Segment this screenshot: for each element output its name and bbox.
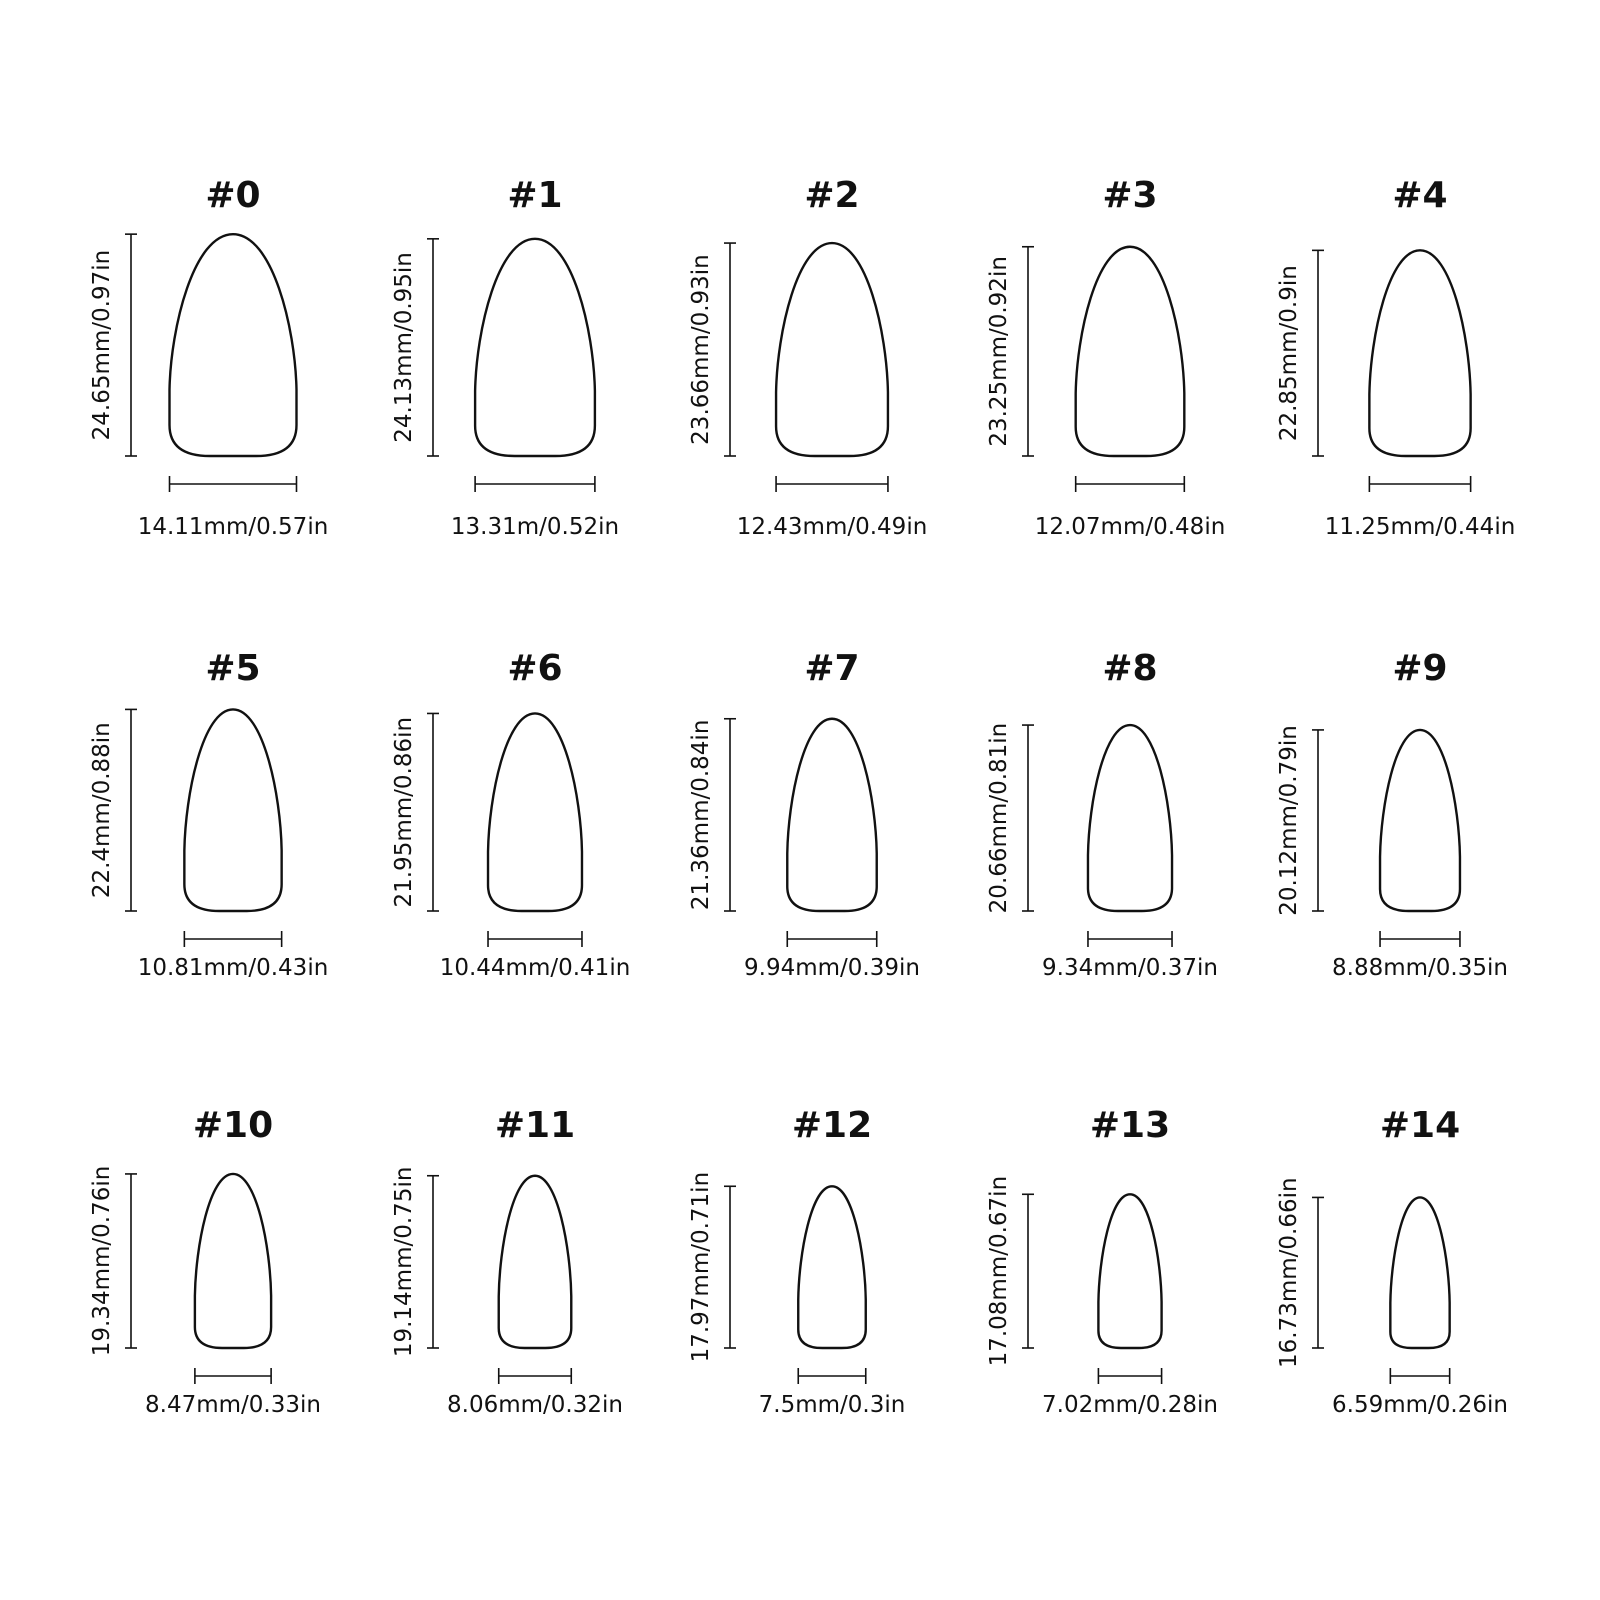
height-label: 23.66mm/0.93in xyxy=(688,254,714,445)
height-dimension-line xyxy=(724,243,736,456)
size-title: #8 xyxy=(1102,648,1158,689)
width-dimension-line xyxy=(488,931,582,947)
nail-size-11 xyxy=(391,1105,623,1418)
height-dimension-line xyxy=(1312,250,1324,456)
height-dimension-line xyxy=(125,709,137,911)
nail-outline xyxy=(1380,730,1460,911)
width-dimension-line xyxy=(787,931,876,947)
height-label: 20.12mm/0.79in xyxy=(1276,725,1302,916)
height-label: 24.65mm/0.97in xyxy=(89,249,115,441)
width-label: 10.44mm/0.41in xyxy=(439,955,631,981)
width-dimension-line xyxy=(798,1368,866,1384)
height-dimension-line xyxy=(427,713,439,911)
width-dimension-line xyxy=(499,1368,572,1384)
height-label: 21.95mm/0.86in xyxy=(391,716,417,908)
nail-outline xyxy=(1390,1197,1449,1348)
width-label: 7.5mm/0.3in xyxy=(758,1392,906,1418)
nail-outline xyxy=(1098,1194,1161,1348)
size-title: #14 xyxy=(1379,1105,1461,1146)
size-title: #11 xyxy=(494,1105,576,1146)
size-title: #2 xyxy=(804,175,860,216)
width-label: 13.31m/0.52in xyxy=(450,514,620,540)
width-label: 6.59mm/0.26in xyxy=(1332,1392,1508,1418)
nail-outline xyxy=(787,719,876,911)
height-label: 24.13mm/0.95in xyxy=(391,252,417,443)
width-dimension-line xyxy=(1088,931,1172,947)
nail-size-13 xyxy=(986,1105,1218,1418)
height-label: 21.36mm/0.84in xyxy=(688,719,714,911)
nail-size-3 xyxy=(986,175,1225,540)
size-title: #10 xyxy=(192,1105,274,1146)
size-title: #0 xyxy=(205,175,261,216)
size-title: #13 xyxy=(1089,1105,1171,1146)
width-dimension-line xyxy=(184,931,281,947)
width-dimension-line xyxy=(1076,476,1185,492)
width-label: 9.94mm/0.39in xyxy=(744,955,920,981)
nail-size-9 xyxy=(1276,648,1508,981)
height-dimension-line xyxy=(125,234,137,456)
width-label: 8.47mm/0.33in xyxy=(145,1392,321,1418)
nail-outline xyxy=(798,1186,866,1348)
nail-size-14 xyxy=(1276,1105,1508,1418)
height-label: 16.73mm/0.66in xyxy=(1276,1177,1302,1369)
height-label: 23.25mm/0.92in xyxy=(986,256,1012,447)
nail-outline xyxy=(776,243,888,456)
nail-outline xyxy=(499,1176,572,1348)
height-dimension-line xyxy=(1022,725,1034,911)
height-dimension-line xyxy=(724,1186,736,1348)
nail-outline xyxy=(488,713,582,911)
nail-size-7 xyxy=(688,648,920,981)
nail-outline xyxy=(170,234,297,456)
height-dimension-line xyxy=(1022,1194,1034,1348)
nail-size-8 xyxy=(986,648,1218,981)
width-dimension-line xyxy=(475,476,595,492)
size-title: #6 xyxy=(507,648,563,689)
nail-outline xyxy=(1369,250,1470,456)
nail-size-6 xyxy=(391,648,630,981)
size-title: #12 xyxy=(791,1105,873,1146)
width-dimension-line xyxy=(1369,476,1470,492)
height-label: 22.85mm/0.9in xyxy=(1276,265,1302,442)
nail-size-10 xyxy=(89,1105,321,1418)
nail-outline xyxy=(475,239,595,456)
width-label: 9.34mm/0.37in xyxy=(1042,955,1218,981)
nail-size-12 xyxy=(688,1105,905,1418)
width-dimension-line xyxy=(1098,1368,1161,1384)
height-dimension-line xyxy=(724,719,736,911)
size-title: #7 xyxy=(804,648,860,689)
width-label: 8.88mm/0.35in xyxy=(1332,955,1508,981)
nail-outline xyxy=(1088,725,1172,911)
size-title: #4 xyxy=(1392,175,1448,216)
width-dimension-line xyxy=(1390,1368,1449,1384)
nail-size-0 xyxy=(89,175,328,540)
height-label: 19.34mm/0.76in xyxy=(89,1165,115,1357)
nail-size-2 xyxy=(688,175,927,540)
height-label: 17.97mm/0.71in xyxy=(688,1171,714,1363)
height-dimension-line xyxy=(1312,1197,1324,1348)
nail-outline xyxy=(1076,247,1185,456)
width-label: 12.07mm/0.48in xyxy=(1034,514,1226,540)
height-label: 22.4mm/0.88in xyxy=(89,722,115,899)
width-dimension-line xyxy=(170,476,297,492)
nail-outline xyxy=(195,1174,271,1348)
size-title: #1 xyxy=(507,175,563,216)
nail-outline xyxy=(184,709,281,911)
nail-size-1 xyxy=(391,175,619,540)
height-dimension-line xyxy=(427,239,439,456)
width-label: 11.25mm/0.44in xyxy=(1324,514,1516,540)
width-dimension-line xyxy=(195,1368,271,1384)
height-label: 20.66mm/0.81in xyxy=(986,722,1012,914)
width-label: 14.11mm/0.57in xyxy=(137,514,329,540)
height-dimension-line xyxy=(427,1176,439,1348)
width-dimension-line xyxy=(1380,931,1460,947)
size-title: #3 xyxy=(1102,175,1158,216)
nail-size-5 xyxy=(89,648,328,981)
width-label: 8.06mm/0.32in xyxy=(447,1392,623,1418)
height-label: 17.08mm/0.67in xyxy=(986,1175,1012,1367)
size-title: #9 xyxy=(1392,648,1448,689)
nail-size-4 xyxy=(1276,175,1515,540)
width-label: 12.43mm/0.49in xyxy=(736,514,928,540)
width-label: 10.81mm/0.43in xyxy=(137,955,329,981)
width-label: 7.02mm/0.28in xyxy=(1042,1392,1218,1418)
height-label: 19.14mm/0.75in xyxy=(391,1166,417,1358)
size-title: #5 xyxy=(205,648,261,689)
height-dimension-line xyxy=(1022,247,1034,456)
height-dimension-line xyxy=(1312,730,1324,911)
height-dimension-line xyxy=(125,1174,137,1348)
width-dimension-line xyxy=(776,476,888,492)
